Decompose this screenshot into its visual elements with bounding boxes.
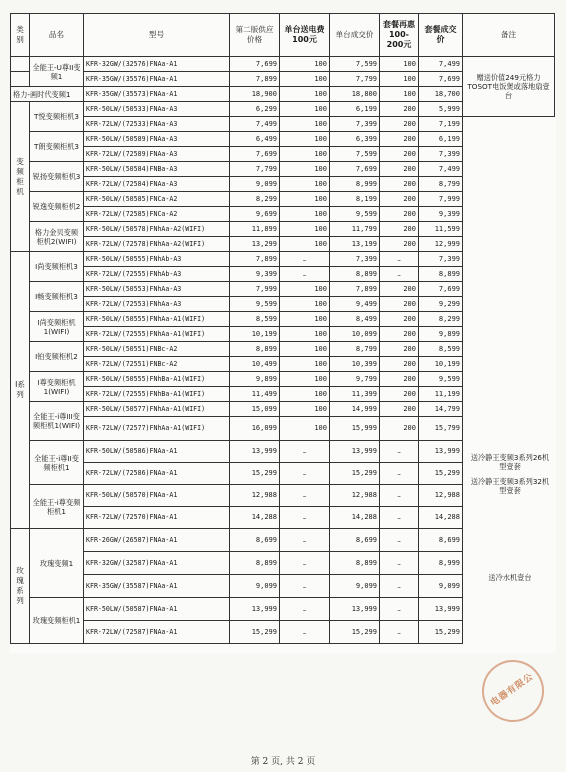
product-name: T朗变频柜机3 bbox=[30, 132, 84, 162]
package-price-cell: 7,699 bbox=[419, 72, 463, 87]
model-cell: KFR-72LW/(72586)FNAa-A1 bbox=[84, 463, 230, 485]
deal-price-cell: 8,899 bbox=[330, 267, 380, 282]
rebate-cell: 200 bbox=[380, 117, 419, 132]
package-price-cell: 7,399 bbox=[419, 252, 463, 267]
supply-price-cell: 7,799 bbox=[230, 162, 280, 177]
gift-cell: 100 bbox=[280, 102, 330, 117]
supply-price-cell: 8,899 bbox=[230, 552, 280, 575]
gift-cell: 100 bbox=[280, 312, 330, 327]
page-footer: 第 2 页, 共 2 页 bbox=[250, 757, 316, 767]
rebate-cell: – bbox=[380, 252, 419, 267]
gift-cell: 100 bbox=[280, 327, 330, 342]
product-name: I尚变频柜机3 bbox=[30, 252, 84, 282]
supply-price-cell: 7,999 bbox=[230, 282, 280, 297]
deal-price-cell: 6,399 bbox=[330, 132, 380, 147]
header-model: 型号 bbox=[84, 14, 230, 57]
deal-price-cell: 15,999 bbox=[330, 417, 380, 441]
supply-price-cell: 13,299 bbox=[230, 237, 280, 252]
product-name: I畅变频柜机3 bbox=[30, 282, 84, 312]
gift-cell: 100 bbox=[280, 417, 330, 441]
supply-price-cell: 7,499 bbox=[230, 117, 280, 132]
model-cell: KFR-72LW/(72533)FNAa-A3 bbox=[84, 117, 230, 132]
model-cell: KFR-50LW/(50555)FNhBa-A1(WIFI) bbox=[84, 372, 230, 387]
supply-price-cell: 7,899 bbox=[230, 72, 280, 87]
rebate-cell: 200 bbox=[380, 327, 419, 342]
package-price-cell: 14,288 bbox=[419, 507, 463, 529]
model-cell: KFR-50LW/(50578)FNhAa-A2(WIFI) bbox=[84, 222, 230, 237]
rebate-cell: 200 bbox=[380, 162, 419, 177]
deal-price-cell: 11,799 bbox=[330, 222, 380, 237]
category-i-series: I系列 bbox=[11, 252, 30, 529]
rebate-cell: 200 bbox=[380, 387, 419, 402]
supply-price-cell: 8,299 bbox=[230, 192, 280, 207]
remark-gift-3p: 送冷静王变频3系列32机型壹套 bbox=[470, 477, 550, 495]
model-cell: KFR-50LW/(50577)FNhAa-A1(WIFI) bbox=[84, 402, 230, 417]
rebate-cell: 200 bbox=[380, 207, 419, 222]
package-price-cell: 14,799 bbox=[419, 402, 463, 417]
supply-price-cell: 13,999 bbox=[230, 441, 280, 463]
product-name: 锐逸变频柜机2 bbox=[30, 192, 84, 222]
category-cell bbox=[11, 57, 30, 72]
supply-price-cell: 8,699 bbox=[230, 529, 280, 552]
table-row bbox=[11, 117, 555, 132]
package-price-cell: 12,988 bbox=[419, 485, 463, 507]
remark-empty bbox=[463, 117, 555, 644]
supply-price-cell: 18,900 bbox=[230, 87, 280, 102]
rebate-cell: 100 bbox=[380, 57, 419, 72]
deal-price-cell: 8,999 bbox=[330, 177, 380, 192]
rebate-cell: 200 bbox=[380, 342, 419, 357]
deal-price-cell: 12,988 bbox=[330, 485, 380, 507]
header-gift-subsidy: 单台送电费100元 bbox=[280, 14, 330, 57]
package-price-cell: 9,099 bbox=[419, 575, 463, 598]
rebate-cell: 200 bbox=[380, 297, 419, 312]
deal-price-cell: 7,399 bbox=[330, 117, 380, 132]
gift-cell: 100 bbox=[280, 222, 330, 237]
model-cell: KFR-35GW/(35587)FNAa-A1 bbox=[84, 575, 230, 598]
product-name: I铂变频柜机2 bbox=[30, 342, 84, 372]
model-cell: KFR-50LW/(50586)FNAa-A1 bbox=[84, 441, 230, 463]
gift-cell: 100 bbox=[280, 192, 330, 207]
gift-cell: – bbox=[280, 621, 330, 644]
deal-price-cell: 7,399 bbox=[330, 252, 380, 267]
gift-cell: 100 bbox=[280, 372, 330, 387]
package-price-cell: 8,999 bbox=[419, 552, 463, 575]
rebate-cell: 200 bbox=[380, 282, 419, 297]
gift-cell: 100 bbox=[280, 342, 330, 357]
supply-price-cell: 8,899 bbox=[230, 342, 280, 357]
rebate-cell: 100 bbox=[380, 87, 419, 102]
rebate-cell: 200 bbox=[380, 177, 419, 192]
package-price-cell: 8,699 bbox=[419, 529, 463, 552]
product-name: 全能王-U尊II变频1 bbox=[30, 57, 84, 87]
package-price-cell: 9,399 bbox=[419, 207, 463, 222]
model-cell: KFR-72LW/(72551)FNBc-A2 bbox=[84, 357, 230, 372]
supply-price-cell: 9,699 bbox=[230, 207, 280, 222]
gift-cell: 100 bbox=[280, 177, 330, 192]
package-price-cell: 15,799 bbox=[419, 417, 463, 441]
rebate-cell: 200 bbox=[380, 102, 419, 117]
gift-cell: – bbox=[280, 485, 330, 507]
rebate-cell: 200 bbox=[380, 357, 419, 372]
deal-price-cell: 8,699 bbox=[330, 529, 380, 552]
supply-price-cell: 11,499 bbox=[230, 387, 280, 402]
package-price-cell: 7,499 bbox=[419, 162, 463, 177]
supply-price-cell: 6,299 bbox=[230, 102, 280, 117]
model-cell: KFR-72LW/(72584)FNAa-A3 bbox=[84, 177, 230, 192]
rebate-cell: 200 bbox=[380, 222, 419, 237]
product-name: I尚变频柜机1(WIFI) bbox=[30, 312, 84, 342]
header-row bbox=[11, 14, 555, 57]
remark-gift-water: 送冷水机壹台 bbox=[488, 573, 532, 582]
model-cell: KFR-35GW/(35573)FNAa-A1 bbox=[84, 87, 230, 102]
supply-price-cell: 15,299 bbox=[230, 621, 280, 644]
header-category: 类别 bbox=[11, 14, 30, 57]
gift-cell: 100 bbox=[280, 87, 330, 102]
model-cell: KFR-50LW/(50533)FNAa-A3 bbox=[84, 102, 230, 117]
package-price-cell: 13,999 bbox=[419, 441, 463, 463]
header-product: 品名 bbox=[30, 14, 84, 57]
product-name: T悦变频柜机3 bbox=[30, 102, 84, 132]
model-cell: KFR-35GW/(35576)FNAa-A1 bbox=[84, 72, 230, 87]
deal-price-cell: 8,899 bbox=[330, 552, 380, 575]
deal-price-cell: 9,599 bbox=[330, 207, 380, 222]
rebate-cell: 200 bbox=[380, 237, 419, 252]
rebate-cell: – bbox=[380, 267, 419, 282]
package-price-cell: 9,599 bbox=[419, 372, 463, 387]
package-price-cell: 7,399 bbox=[419, 147, 463, 162]
package-price-cell: 8,799 bbox=[419, 177, 463, 192]
gift-cell: 100 bbox=[280, 162, 330, 177]
supply-price-cell: 10,199 bbox=[230, 327, 280, 342]
product-name: 全能王-i尊变频柜机1 bbox=[30, 485, 84, 529]
supply-price-cell: 9,099 bbox=[230, 575, 280, 598]
product-name: I尊变频柜机1(WIFI) bbox=[30, 372, 84, 402]
header-deal-price: 单台成交价 bbox=[330, 14, 380, 57]
rebate-cell: – bbox=[380, 621, 419, 644]
product-name: 锐扬变频柜机3 bbox=[30, 162, 84, 192]
supply-price-cell: 9,599 bbox=[230, 297, 280, 312]
gift-cell: 100 bbox=[280, 387, 330, 402]
deal-price-cell: 9,099 bbox=[330, 575, 380, 598]
category-cell bbox=[11, 72, 30, 87]
gift-cell: – bbox=[280, 552, 330, 575]
model-cell: KFR-50LW/(50584)FNBa-A3 bbox=[84, 162, 230, 177]
model-cell: KFR-50LW/(50570)FNAa-A1 bbox=[84, 485, 230, 507]
gift-cell: 100 bbox=[280, 402, 330, 417]
supply-price-cell: 12,988 bbox=[230, 485, 280, 507]
model-cell: KFR-50LW/(50555)FNhAa-A1(WIFI) bbox=[84, 312, 230, 327]
package-price-cell: 11,199 bbox=[419, 387, 463, 402]
model-cell: KFR-50LW/(50585)FNCa-A2 bbox=[84, 192, 230, 207]
gift-cell: – bbox=[280, 507, 330, 529]
rebate-cell: – bbox=[380, 485, 419, 507]
package-price-cell: 7,199 bbox=[419, 117, 463, 132]
model-cell: KFR-50LW/(50551)FNBc-A2 bbox=[84, 342, 230, 357]
supply-price-cell: 7,899 bbox=[230, 252, 280, 267]
gift-cell: 100 bbox=[280, 237, 330, 252]
package-price-cell: 9,299 bbox=[419, 297, 463, 312]
rebate-cell: – bbox=[380, 529, 419, 552]
gift-cell: 100 bbox=[280, 72, 330, 87]
rebate-cell: 200 bbox=[380, 147, 419, 162]
supply-price-cell: 16,099 bbox=[230, 417, 280, 441]
deal-price-cell: 13,999 bbox=[330, 598, 380, 621]
deal-price-cell: 7,699 bbox=[330, 162, 380, 177]
gift-cell: – bbox=[280, 575, 330, 598]
model-cell: KFR-72LW/(72585)FNCa-A2 bbox=[84, 207, 230, 222]
gift-cell: 100 bbox=[280, 117, 330, 132]
supply-price-cell: 15,299 bbox=[230, 463, 280, 485]
model-cell: KFR-72LW/(72578)FNhAa-A2(WIFI) bbox=[84, 237, 230, 252]
model-cell: KFR-50LW/(50553)FNhAa-A3 bbox=[84, 282, 230, 297]
price-table bbox=[10, 13, 555, 644]
gift-cell: 100 bbox=[280, 297, 330, 312]
package-price-cell: 8,899 bbox=[419, 267, 463, 282]
product-name: 全能王-i尊II变频柜机1 bbox=[30, 441, 84, 485]
rebate-cell: – bbox=[380, 507, 419, 529]
model-cell: KFR-50LW/(50555)FNhAb-A3 bbox=[84, 252, 230, 267]
package-price-cell: 7,699 bbox=[419, 282, 463, 297]
gift-cell: 100 bbox=[280, 282, 330, 297]
package-price-cell: 13,999 bbox=[419, 598, 463, 621]
package-price-cell: 5,999 bbox=[419, 102, 463, 117]
deal-price-cell: 6,199 bbox=[330, 102, 380, 117]
package-price-cell: 15,299 bbox=[419, 621, 463, 644]
deal-price-cell: 8,199 bbox=[330, 192, 380, 207]
remark-gift-2p: 送冷静王变频3系列26机型壹套 bbox=[470, 453, 550, 471]
model-cell: KFR-72LW/(72555)FNhBa-A1(WIFI) bbox=[84, 387, 230, 402]
deal-price-cell: 18,800 bbox=[330, 87, 380, 102]
deal-price-cell: 7,899 bbox=[330, 282, 380, 297]
package-price-cell: 6,199 bbox=[419, 132, 463, 147]
gift-cell: – bbox=[280, 252, 330, 267]
deal-price-cell: 10,099 bbox=[330, 327, 380, 342]
gift-cell: 100 bbox=[280, 132, 330, 147]
supply-price-cell: 6,499 bbox=[230, 132, 280, 147]
deal-price-cell: 15,299 bbox=[330, 621, 380, 644]
package-price-cell: 7,499 bbox=[419, 57, 463, 72]
model-cell: KFR-72LW/(72555)FNhAb-A3 bbox=[84, 267, 230, 282]
product-name: 全能王-i尊III变频柜机1(WIFI) bbox=[30, 402, 84, 441]
model-cell: KFR-50LW/(50587)FNAa-A1 bbox=[84, 598, 230, 621]
remark-gift-fan: 赠送价值249元格力TOSOT电饭煲或落地扇壹台 bbox=[463, 57, 555, 117]
gift-cell: – bbox=[280, 463, 330, 485]
rebate-cell: – bbox=[380, 463, 419, 485]
model-cell: KFR-72LW/(72570)FNAa-A1 bbox=[84, 507, 230, 529]
supply-price-cell: 13,999 bbox=[230, 598, 280, 621]
supply-price-cell: 9,399 bbox=[230, 267, 280, 282]
deal-price-cell: 7,599 bbox=[330, 147, 380, 162]
rebate-cell: 200 bbox=[380, 312, 419, 327]
deal-price-cell: 10,399 bbox=[330, 357, 380, 372]
model-cell: KFR-72LW/(72553)FNhAa-A3 bbox=[84, 297, 230, 312]
deal-price-cell: 7,599 bbox=[330, 57, 380, 72]
rebate-cell: 100 bbox=[380, 72, 419, 87]
model-cell: KFR-50LW/(50589)FNAa-A3 bbox=[84, 132, 230, 147]
deal-price-cell: 15,299 bbox=[330, 463, 380, 485]
supply-price-cell: 7,699 bbox=[230, 57, 280, 72]
header-package-price: 套餐成交价 bbox=[419, 14, 463, 57]
package-price-cell: 12,999 bbox=[419, 237, 463, 252]
gift-cell: – bbox=[280, 529, 330, 552]
model-cell: KFR-72LW/(72555)FNhAa-A1(WIFI) bbox=[84, 327, 230, 342]
product-name: 格力-画时代变频1 bbox=[11, 87, 84, 102]
package-price-cell: 18,700 bbox=[419, 87, 463, 102]
deal-price-cell: 9,799 bbox=[330, 372, 380, 387]
rebate-cell: 200 bbox=[380, 192, 419, 207]
header-package-rebate: 套餐再惠100-200元 bbox=[380, 14, 419, 57]
supply-price-cell: 7,699 bbox=[230, 147, 280, 162]
deal-price-cell: 8,499 bbox=[330, 312, 380, 327]
model-cell: KFR-72LW/(72577)FNhAa-A1(WIFI) bbox=[84, 417, 230, 441]
model-cell: KFR-72LW/(72587)FNAa-A1 bbox=[84, 621, 230, 644]
rebate-cell: – bbox=[380, 441, 419, 463]
product-name: 玫瑰变频柜机1 bbox=[30, 598, 84, 644]
supply-price-cell: 14,288 bbox=[230, 507, 280, 529]
rebate-cell: 200 bbox=[380, 402, 419, 417]
package-price-cell: 10,199 bbox=[419, 357, 463, 372]
product-name: 玫瑰变频1 bbox=[30, 529, 84, 598]
package-price-cell: 7,999 bbox=[419, 192, 463, 207]
deal-price-cell: 8,799 bbox=[330, 342, 380, 357]
deal-price-cell: 13,199 bbox=[330, 237, 380, 252]
model-cell: KFR-26GW/(26587)FNAa-A1 bbox=[84, 529, 230, 552]
rebate-cell: 200 bbox=[380, 132, 419, 147]
gift-cell: – bbox=[280, 441, 330, 463]
rebate-cell: – bbox=[380, 598, 419, 621]
gift-cell: 100 bbox=[280, 147, 330, 162]
supply-price-cell: 9,899 bbox=[230, 372, 280, 387]
supply-price-cell: 8,599 bbox=[230, 312, 280, 327]
rebate-cell: 200 bbox=[380, 417, 419, 441]
supply-price-cell: 15,099 bbox=[230, 402, 280, 417]
category-inverter: 变频柜机 bbox=[11, 102, 30, 252]
model-cell: KFR-72LW/(72589)FNAa-A3 bbox=[84, 147, 230, 162]
gift-cell: 100 bbox=[280, 207, 330, 222]
deal-price-cell: 14,999 bbox=[330, 402, 380, 417]
rebate-cell: – bbox=[380, 575, 419, 598]
rebate-cell: – bbox=[380, 552, 419, 575]
company-seal bbox=[470, 648, 556, 734]
deal-price-cell: 13,999 bbox=[330, 441, 380, 463]
package-price-cell: 9,899 bbox=[419, 327, 463, 342]
deal-price-cell: 14,288 bbox=[330, 507, 380, 529]
package-price-cell: 15,299 bbox=[419, 463, 463, 485]
supply-price-cell: 11,899 bbox=[230, 222, 280, 237]
model-cell: KFR-32GW/(32587)FNAa-A1 bbox=[84, 552, 230, 575]
supply-price-cell: 9,099 bbox=[230, 177, 280, 192]
package-price-cell: 8,299 bbox=[419, 312, 463, 327]
deal-price-cell: 9,499 bbox=[330, 297, 380, 312]
package-price-cell: 11,599 bbox=[419, 222, 463, 237]
rebate-cell: 200 bbox=[380, 372, 419, 387]
deal-price-cell: 11,399 bbox=[330, 387, 380, 402]
deal-price-cell: 7,799 bbox=[330, 72, 380, 87]
category-rose-series: 玫瑰系列 bbox=[11, 529, 30, 644]
package-price-cell: 8,599 bbox=[419, 342, 463, 357]
model-cell: KFR-32GW/(32576)FNAa-A1 bbox=[84, 57, 230, 72]
supply-price-cell: 10,499 bbox=[230, 357, 280, 372]
gift-cell: 100 bbox=[280, 57, 330, 72]
gift-cell: 100 bbox=[280, 357, 330, 372]
header-supply-price: 第二版供应价格 bbox=[230, 14, 280, 57]
table-row bbox=[11, 57, 555, 72]
header-remark: 备注 bbox=[463, 14, 555, 57]
product-name: 格力金贝变频柜机2(WIFI) bbox=[30, 222, 84, 252]
seal-text: 电器有限公 bbox=[489, 671, 536, 709]
gift-cell: – bbox=[280, 267, 330, 282]
gift-cell: – bbox=[280, 598, 330, 621]
